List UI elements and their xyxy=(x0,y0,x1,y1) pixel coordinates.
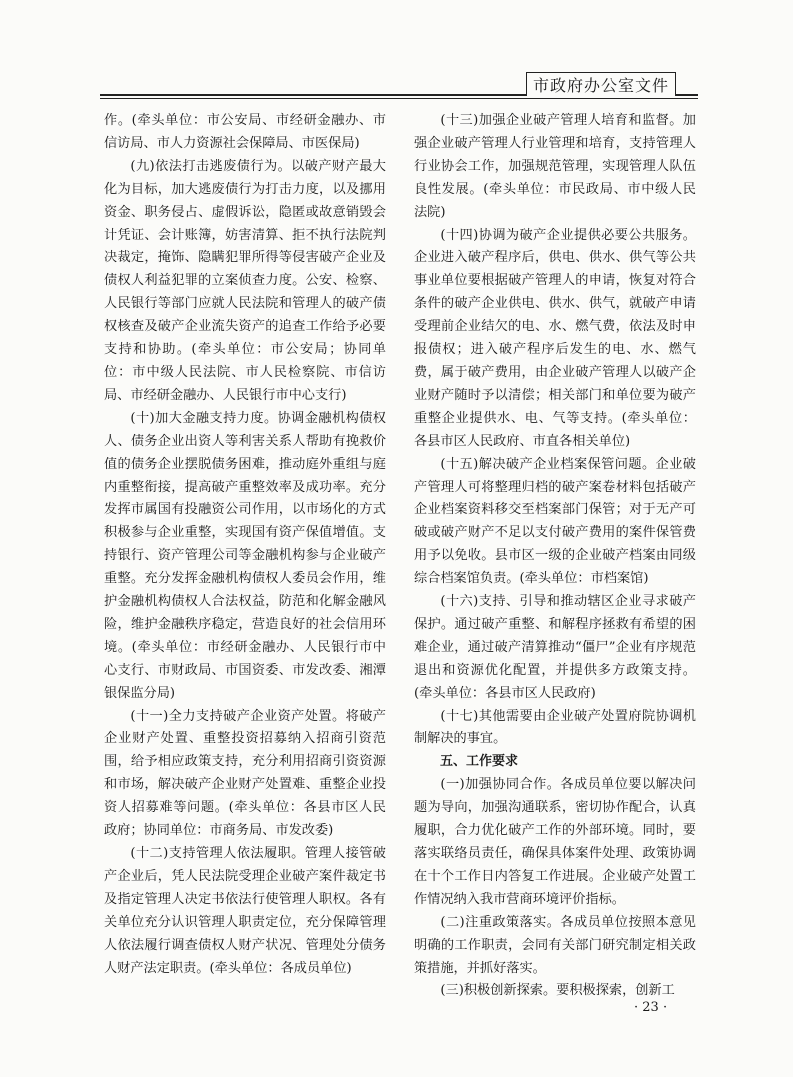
paragraph: (十四)协调为破产企业提供必要公共服务。企业进入破产程序后，供电、供水、供气等公共事业单位要根据破产管理人的申请，恢复对符合条件的破产企业供电、供水、供气，就破产申请受理前企业结欠的电、水、燃气费，依法及时申报债权；进入破产程序后发生的电、水、燃气费，属于破产费用，由企业破产管理人以破产企业财产随时予以清偿；相关部门和单位要为破产重整企业提供水、电、气等支持。(牵头单位：各县市区人民政府、市直各相关单位) xyxy=(414,227,696,449)
paragraph: (三)积极创新探索。要积极探索，创新工 xyxy=(440,983,675,999)
paragraph: (十七)其他需要由企业破产处置府院协调机制解决的事宜。 xyxy=(414,708,696,747)
running-header-title: 市政府办公室文件 xyxy=(532,76,669,95)
header-rule-thin xyxy=(100,98,698,99)
page-number: · 23 · xyxy=(634,1000,668,1015)
paragraph: (二)注重政策落实。各成员单位按照本意见明确的工作职责，会同有关部门研究制定相关政策措施，并抓好落实。 xyxy=(414,914,696,976)
paragraph: (十六)支持、引导和推动辖区企业寻求破产保护。通过破产重整、和解程序拯救有希望的困难企业，通过破产清算推动“僵尸”企业有序规范退出和资源优化配置，并提供多方政策支持。(牵头单位：各县市区人民政府) xyxy=(414,594,696,701)
paragraph: (十五)解决破产企业档案保管问题。企业破产管理人可将整理归档的破产案卷材料包括破产企业档案资料移交至档案部门保管；对于无产可破或破产财产不足以支付破产费用的案件保管费用予以免收。县市区一级的企业破产档案由同级综合档案馆负责。(牵头单位：市档案馆) xyxy=(414,456,696,587)
left-column xyxy=(104,110,386,980)
running-header xyxy=(526,72,676,96)
section-heading: 五、工作要求 xyxy=(440,754,519,770)
paragraph: 作。(牵头单位：市公安局、市经研金融办、市信访局、市人力资源社会保障局、市医保局) xyxy=(104,113,386,151)
paragraph: (一)加强协同合作。各成员单位要以解决问题为导向，加强沟通联系，密切协作配合，认真履职，合力优化破产工作的外部环境。同时，要落实联络员责任，确保具体案件处理、政策协调在十个工作日内答复工作进展。企业破产处置工作情况纳入我市营商环境评价指标。 xyxy=(414,777,696,907)
paragraph: (十三)加强企业破产管理人培育和监督。加强企业破产管理人行业管理和培育，支持管理人行业协会工作，加强规范管理，实现管理人队伍良性发展。(牵头单位：市民政局、市中级人民法院) xyxy=(414,113,696,220)
paragraph: (十)加大金融支持力度。协调金融机构债权人、债务企业出资人等利害关系人帮助有挽救价值的债务企业摆脱债务困难，推动庭外重组与庭内重整衔接，提高破产重整效率及成功率。充分发挥市属国有投融资公司作用，以市场化的方式积极参与企业重整，实现国有资产保值增值。支持银行、资产管理公司等金融机构参与企业破产重整。充分发挥金融机构债权人委员会作用，维护金融机构债权人合法权益，防范和化解金融风险，维护金融秩序稳定，营造良好的社会信用环境。(牵头单位：市经研金融办、人民银行市中心支行、市财政局、市国资委、市发改委、湘潭银保监分局) xyxy=(104,410,386,701)
paragraph: (十一)全力支持破产企业资产处置。将破产企业财产处置、重整投资招募纳入招商引资范围，给予相应政策支持，充分利用招商引资资源和市场，解决破产企业财产处置难、重整企业投资人招募难等问题。(牵头单位：各县市区人民政府；协同单位：市商务局、市发改委) xyxy=(104,708,386,839)
right-column xyxy=(414,110,696,1003)
paragraph: (九)依法打击逃废债行为。以破产财产最大化为目标，加大逃废债行为打击力度，以及挪用资金、职务侵占、虚假诉讼，隐匿或故意销毁会计凭证、会计账簿，妨害清算、拒不执行法院判决裁定，掩饰、隐瞒犯罪所得等侵害破产企业及债权人利益犯罪的立案侦查力度。公安、检察、人民银行等部门应就人民法院和管理人的破产债权核查及破产企业流失资产的追查工作给予必要支持和协助。(牵头单位：市公安局；协同单位：市中级人民法院、市人民检察院、市信访局、市经研金融办、人民银行市中心支行) xyxy=(104,158,386,403)
paragraph: (十二)支持管理人依法履职。管理人接管破产企业后，凭人民法院受理企业破产案件裁定书及指定管理人决定书依法行使管理人职权。各有关单位充分认识管理人职责定位，充分保障管理人依法履行调查债权人财产状况、管理处分债务人财产法定职责。(牵头单位：各成员单位) xyxy=(104,846,386,976)
